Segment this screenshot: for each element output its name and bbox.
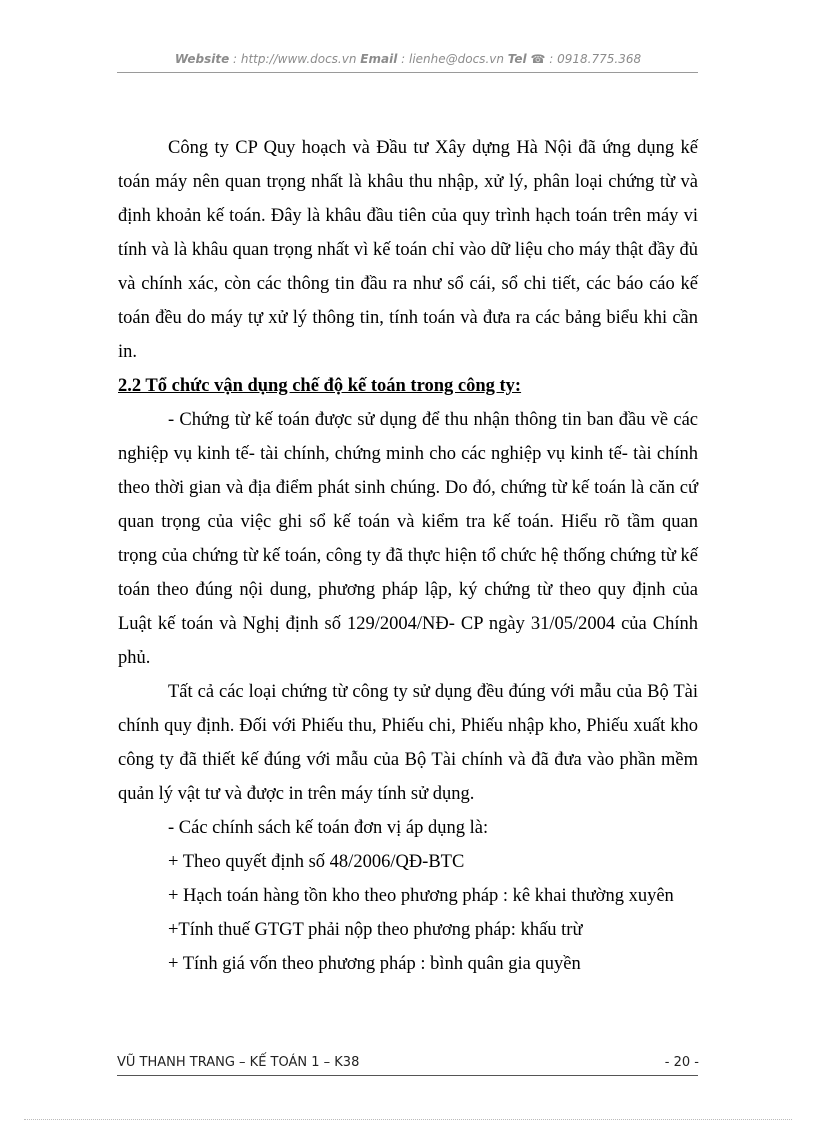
list-item: + Theo quyết định số 48/2006/QĐ-BTC [168,852,465,872]
document-body [118,131,698,981]
section-heading: 2.2 Tổ chức vận dụng chế độ kế toán trong công ty: [118,376,522,396]
footer-author: VŨ THANH TRANG – KẾ TOÁN 1 – K38 [117,1055,360,1070]
website-value: : http://www.docs.vn [229,52,361,66]
tel-label: Tel [507,52,527,66]
page-header [0,52,816,66]
list-item: + Hạch toán hàng tồn kho theo phương pháp : kê khai thường xuyên [168,886,674,906]
header-divider [117,72,698,73]
phone-icon: ☎ [530,52,546,66]
tel-value: : 0918.775.368 [545,52,642,66]
policy-list [118,811,698,981]
page-bottom-border [24,1119,792,1120]
paragraph-intro: Công ty CP Quy hoạch và Đầu tư Xây dựng Hà Nội đã ứng dụng kế toán máy nên quan trọng nhất là khâu thu nhập, xử lý, phân loại chứng từ và định khoản kế toán. Đây là khâu đầu tiên của quy trình hạch toán trên máy vi tính và là khâu quan trọng nhất vì kế toán chỉ vào dữ liệu cho máy thật đầy đủ và chính xác, còn các thông tin đầu ra như sổ cái, sổ chi tiết, các báo cáo kế toán đều do máy tự xử lý thông tin, tính toán và đưa ra các bảng biểu khi cần in. [118,138,698,362]
list-item: + Tính giá vốn theo phương pháp : bình quân gia quyền [168,954,581,974]
email-label: Email [360,52,398,66]
paragraph-vouchers: - Chứng từ kế toán được sử dụng để thu nhận thông tin ban đầu về các nghiệp vụ kinh tế- tài chính, chứng minh cho các nghiệp vụ kinh tế- tài chính theo thời gian và địa điểm phát sinh chúng. Do đó, chứng từ kế toán là căn cứ quan trọng của việc ghi sổ kế toán và kiểm tra kế toán. Hiểu rõ tầm quan trọng của chứng từ kế toán, công ty đã thực hiện tổ chức hệ thống chứng từ kế toán theo đúng nội dung, phương pháp lập, ký chứng từ theo quy định của Luật kế toán và Nghị định số 129/2004/NĐ- CP ngày 31/05/2004 của Chính phủ. [118,410,698,668]
list-item: +Tính thuế GTGT phải nộp theo phương pháp: khấu trừ [168,920,583,940]
footer-divider [117,1075,698,1076]
website-label: Website [174,52,230,66]
page-number: - 20 - [664,1055,699,1070]
list-item: - Các chính sách kế toán đơn vị áp dụng là: [168,818,489,838]
email-value: : lienhe@docs.vn [397,52,508,66]
paragraph-forms: Tất cả các loại chứng từ công ty sử dụng đều đúng với mẫu của Bộ Tài chính quy định. Đối với Phiếu thu, Phiếu chi, Phiếu nhập kho, Phiếu xuất kho công ty đã thiết kế đúng với mẫu của Bộ Tài chính và đã đưa vào phần mềm quản lý vật tư và được in trên máy tính sử dụng. [118,682,698,804]
